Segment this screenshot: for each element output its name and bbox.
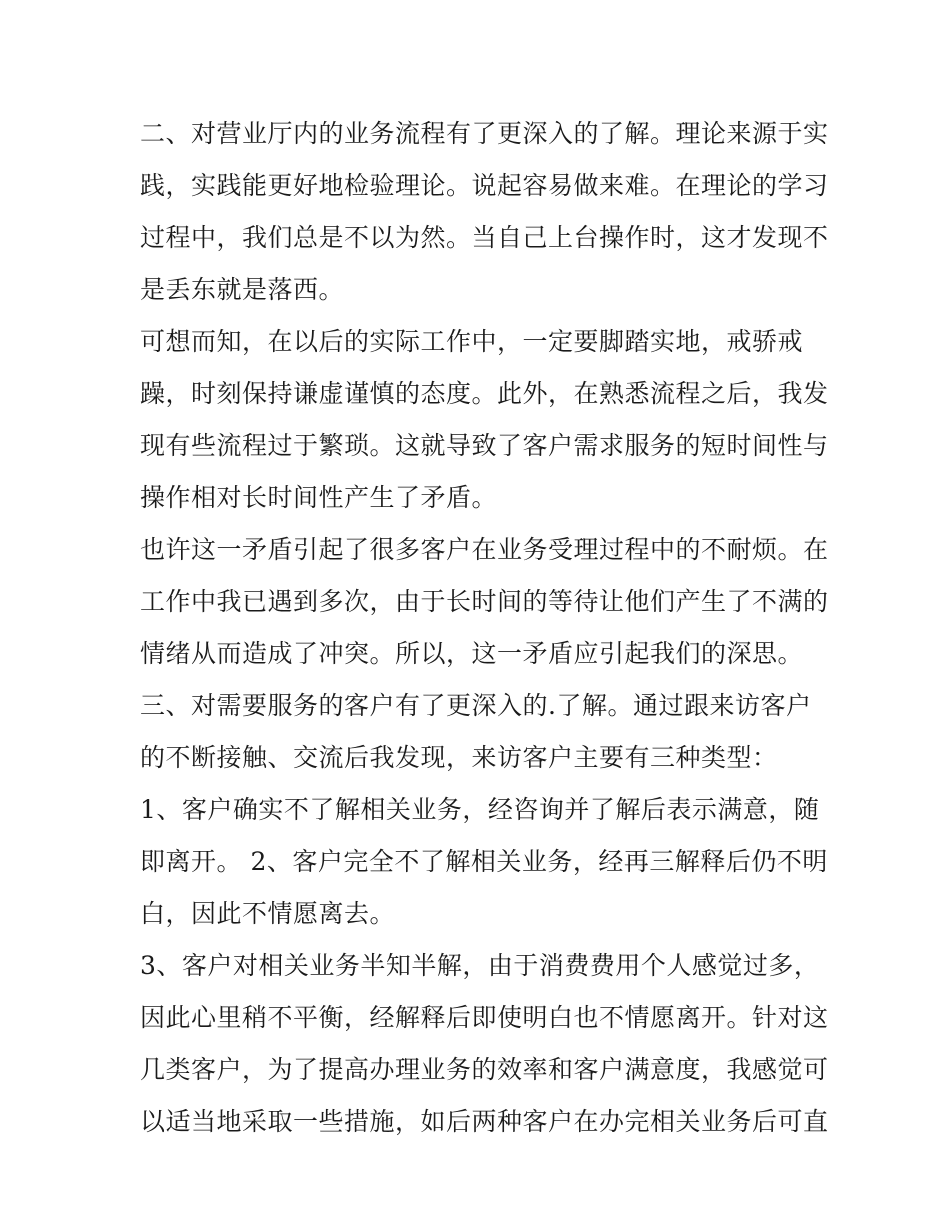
body-text [140,108,829,1148]
text-line-3: 过程中，我们总是不以为然。当自己上台操作时，这才发现不 [140,223,829,252]
text-line-5: 可想而知，在以后的实际工作中，一定要脚踏实地，戒骄戒 [140,327,804,356]
text-line-13: 的不断接触、交流后我发现，来访客户主要有三种类型： [140,743,778,772]
text-line-4: 是丢东就是落西。 [140,275,345,304]
text-line-15: 即离开。 2、客户完全不了解相关业务，经再三解释后仍不明 [140,847,828,876]
text-line-20: 以适当地采取一些措施，如后两种客户在办完相关业务后可直 [140,1107,829,1136]
text-line-16: 白，因此不情愿离去。 [140,899,396,928]
text-line-7: 现有些流程过于繁琐。这就导致了客户需求服务的短时间性与 [140,431,829,460]
text-line-14: 1、客户确实不了解相关业务，经咨询并了解后表示满意，随 [140,795,820,824]
text-line-10: 工作中我已遇到多次，由于长时间的等待让他们产生了不满的 [140,587,829,616]
text-line-18: 因此心里稍不平衡，经解释后即使明白也不情愿离开。针对这 [140,1003,829,1032]
text-line-6: 躁，时刻保持谦虚谨慎的态度。此外，在熟悉流程之后，我发 [140,379,829,408]
text-line-2: 践，实践能更好地检验理论。说起容易做来难。在理论的学习 [140,171,829,200]
text-line-17: 3、客户对相关业务半知半解，由于消费费用个人感觉过多， [140,951,820,980]
text-line-9: 也许这一矛盾引起了很多客户在业务受理过程中的不耐烦。在 [140,535,829,564]
text-line-1: 二、对营业厅内的业务流程有了更深入的了解。理论来源于实 [140,119,829,148]
text-line-19: 几类客户，为了提高办理业务的效率和客户满意度，我感觉可 [140,1055,829,1084]
text-line-8: 操作相对长时间性产生了矛盾。 [140,483,498,512]
text-line-11: 情绪从而造成了冲突。所以，这一矛盾应引起我们的深思。 [140,639,804,668]
text-line-12: 三、对需要服务的客户有了更深入的.了解。通过跟来访客户 [140,691,812,720]
